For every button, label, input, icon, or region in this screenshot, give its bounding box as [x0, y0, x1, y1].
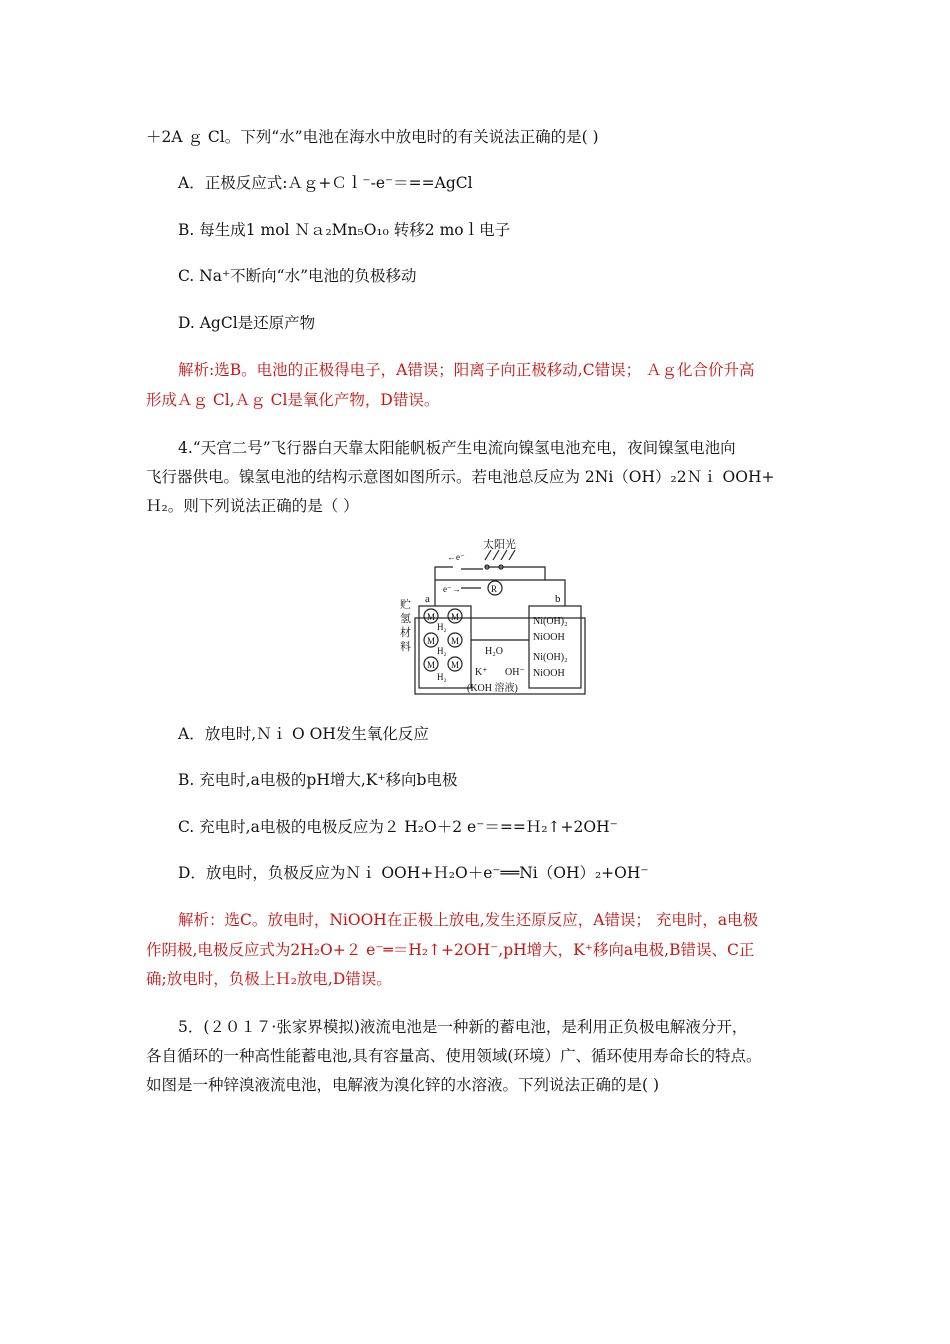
- q3-analysis-line-1: 解析:选B。电池的正极得电子，A错误；阳离子向正极移动,C错误； Ａｇ化合价升高: [178, 361, 755, 379]
- m-label: M: [427, 612, 436, 622]
- q4-option-c: C. 充电时,a电极的电极反应为２ H₂O＋2 e⁻＝==Ｈ₂↑+2OH⁻: [178, 818, 618, 836]
- q3-option-c: C. Na⁺不断向“水”电池的负极移动: [178, 267, 417, 285]
- q4-option-a: A．放电时,Ｎｉ O OH发生氧化反应: [178, 725, 429, 743]
- q4-option-d: D．放电时，负极反应为Ｎｉ OOH+Ｈ₂O＋e⁻══Ni（OH）₂+OH⁻: [178, 864, 649, 882]
- storage-char-4: 料: [400, 641, 411, 653]
- q3-stem: ＋2A ｇ Cl。下列“水”电池在海水中放电时的有关说法正确的是( ): [146, 128, 599, 146]
- h2-label: H₂: [437, 646, 447, 656]
- electrode-a-label: a: [425, 593, 430, 605]
- storage-char-3: 材: [400, 627, 411, 639]
- m-label: M: [427, 660, 436, 670]
- m-label: M: [451, 636, 460, 646]
- nickel-oxyhydroxide-label: NiOOH: [533, 632, 565, 643]
- storage-char-2: 氢: [400, 613, 411, 625]
- q4-analysis-line-2: 作阴极,电极反应式为2H₂O+２ e⁻═＝H₂↑+2OH⁻,pH增大，K⁺移向a电极,B错误、C正: [146, 941, 755, 959]
- sunlight-label: 太阳光: [483, 539, 516, 551]
- nickel-hydroxide-label: Ni(OH)₂: [533, 652, 568, 663]
- potassium-ion-label: K⁺: [475, 667, 488, 678]
- koh-solution-label: (KOH 溶液): [467, 683, 518, 694]
- m-label: M: [451, 660, 460, 670]
- q4-stem-line-1: 4.“天宫二号”飞行器白天靠太阳能帆板产生电流向镍氢电池充电，夜间镍氢电池向: [178, 439, 736, 457]
- q5-stem-line-2: 各自循环的一种高性能蓄电池,具有容量高、使用领域(环境）广、循环使用寿命长的特点。: [146, 1047, 762, 1065]
- electron-left-label: ←e⁻: [447, 552, 465, 562]
- h2-label: H₂: [437, 672, 447, 682]
- q4-analysis-line-1: 解析：选C。放电时，NiOOH在正极上放电,发生还原反应，A错误； 充电时，a电极: [178, 911, 759, 929]
- resistor-label: R: [491, 584, 498, 594]
- q5-stem-line-3: 如图是一种锌溴液流电池，电解液为溴化锌的水溶液。下列说法正确的是( ): [146, 1076, 660, 1094]
- q4-analysis-line-3: 确;放电时，负极上Ｈ₂放电,D错误。: [146, 970, 392, 988]
- m-label: M: [427, 636, 436, 646]
- nickel-hydroxide-label: Ni(OH)₂: [533, 616, 568, 627]
- hydroxide-ion-label: OH⁻: [505, 667, 525, 678]
- water-label: H₂O: [485, 646, 503, 657]
- nickel-oxyhydroxide-label: NiOOH: [533, 668, 565, 679]
- q5-stem-line-1: 5．(２０１７·张家界模拟)液流电池是一种新的蓄电池，是利用正负极电解液分开，: [178, 1018, 748, 1036]
- h2-label: H₂: [437, 622, 447, 632]
- q3-option-b: B. 每生成1 mol Ｎａ₂Mn₅O₁₀ 转移2 moｌ电子: [178, 221, 511, 239]
- q3-option-d: D. AgCl是还原产物: [178, 314, 316, 332]
- q3-option-a: A．正极反应式:Ａｇ+Ｃｌ⁻-e⁻＝==AgCl: [178, 174, 473, 192]
- electron-right-label: e⁻→: [443, 584, 461, 594]
- nickel-hydrogen-battery-diagram: [395, 536, 595, 700]
- q4-stem-line-2: 飞行器供电。镍氢电池的结构示意图如图所示。若电池总反应为 2Ni（OH）₂2Ｎｉ OOH+: [146, 468, 775, 486]
- storage-char-1: 贮: [400, 599, 411, 611]
- m-label: M: [451, 612, 460, 622]
- q4-stem-line-3: Ｈ₂。则下列说法正确的是（ ）: [146, 497, 359, 515]
- electrode-b-label: b: [555, 593, 561, 605]
- q3-analysis-line-2: 形成Ａｇ Cl,Ａｇ Cl是氧化产物，D错误。: [146, 391, 440, 409]
- q4-option-b: B. 充电时,a电极的pH增大,K⁺移向b电极: [178, 771, 458, 789]
